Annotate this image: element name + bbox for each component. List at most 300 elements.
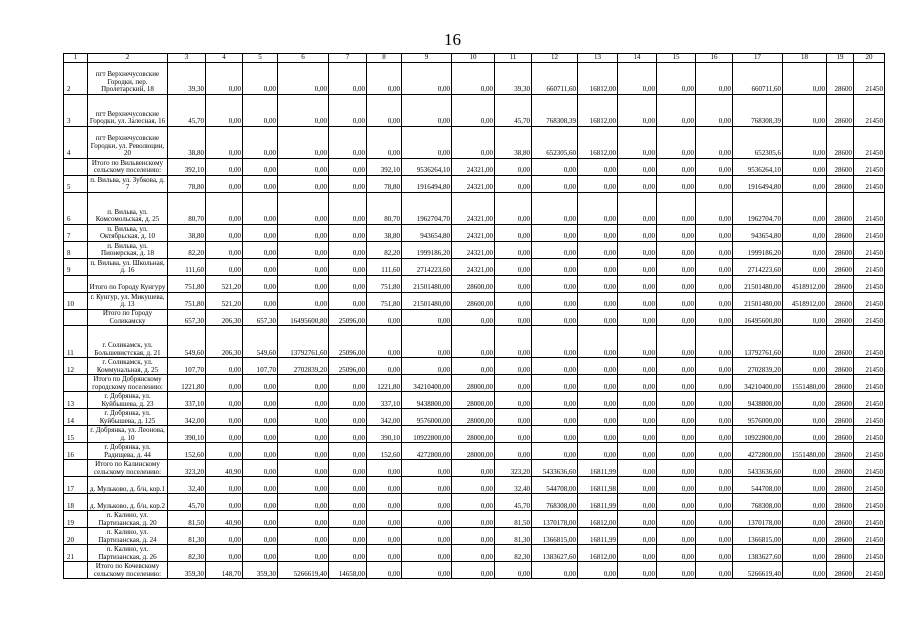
value-cell: 0,00 [618,193,657,225]
value-cell: 943654,80 [733,225,783,242]
value-cell: 25096,00 [329,358,367,375]
value-cell: 0,00 [278,392,329,409]
address-cell: г. Кунгур, ул. Микушева, д. 13 [88,293,168,310]
value-cell: 39,30 [168,63,206,95]
value-cell: 0,00 [402,358,452,375]
value-cell: 0,00 [495,276,532,293]
value-cell: 0,00 [206,392,243,409]
value-cell: 0,00 [402,95,452,127]
address-cell: п. Калино, ул. Партизанская, д. 24 [88,528,168,545]
value-cell: 38,80 [168,127,206,159]
value-cell: 657,30 [168,310,206,326]
value-cell: 45,70 [495,95,532,127]
value-cell: 0,00 [696,562,733,579]
table-body [64,54,885,579]
value-cell: 28600 [827,193,854,225]
value-cell: 28600 [827,176,854,193]
row-number-cell: 3 [64,95,88,127]
value-cell: 0,00 [696,326,733,358]
value-cell: 80,70 [168,193,206,225]
value-cell: 82,30 [495,545,532,562]
value-cell: 0,00 [278,176,329,193]
value-cell: 768308,39 [532,95,578,127]
value-cell: 0,00 [696,293,733,310]
value-cell: 0,00 [495,375,532,392]
value-cell: 1370178,00 [733,511,783,528]
value-cell: 0,00 [618,326,657,358]
value-cell: 0,00 [452,326,495,358]
value-cell: 28600 [827,392,854,409]
value-cell: 0,00 [278,426,329,443]
value-cell: 0,00 [696,127,733,159]
value-cell: 0,00 [578,326,618,358]
value-cell: 0,00 [243,375,278,392]
value-cell: 0,00 [367,545,402,562]
value-cell: 0,00 [402,562,452,579]
value-cell: 25096,00 [329,326,367,358]
value-cell: 148,70 [206,562,243,579]
value-cell: 78,80 [168,176,206,193]
value-cell: 0,00 [696,193,733,225]
value-cell: 0,00 [243,193,278,225]
value-cell: 660711,60 [733,63,783,95]
address-cell: Итого по Городу Кунгуру [88,276,168,293]
value-cell: 0,00 [696,460,733,477]
value-cell: 16811,99 [578,460,618,477]
value-cell: 4272800,00 [733,443,783,460]
value-cell: 28600 [827,159,854,176]
column-number-cell: 3 [168,54,206,63]
table-row [64,326,885,358]
value-cell: 1999186,20 [402,242,452,259]
value-cell: 0,00 [657,293,696,310]
address-cell: г. Добрянка, ул. Радищева, д. 44 [88,443,168,460]
value-cell: 81,30 [495,528,532,545]
value-cell: 28600 [827,259,854,276]
value-cell: 5266619,40 [733,562,783,579]
table-row [64,159,885,176]
table-row [64,259,885,276]
table-row [64,409,885,426]
row-number-cell: 21 [64,545,88,562]
value-cell: 0,00 [278,375,329,392]
value-cell: 0,00 [696,494,733,511]
value-cell: 0,00 [495,409,532,426]
value-cell: 0,00 [329,443,367,460]
address-cell: г. Добрянка, ул. Куйбышева, д. 23 [88,392,168,409]
value-cell: 0,00 [657,225,696,242]
value-cell: 0,00 [783,242,827,259]
value-cell: 0,00 [367,494,402,511]
value-cell: 28600 [827,225,854,242]
value-cell: 13792761,60 [733,326,783,358]
row-number-cell [64,562,88,579]
value-cell: 0,00 [206,426,243,443]
value-cell: 359,30 [243,562,278,579]
value-cell: 1383627,60 [532,545,578,562]
row-number-cell: 7 [64,225,88,242]
value-cell: 0,00 [657,176,696,193]
value-cell: 38,80 [168,225,206,242]
address-cell: п. Калино, ул. Партизанская, д. 20 [88,511,168,528]
value-cell: 0,00 [206,176,243,193]
value-cell: 0,00 [532,443,578,460]
column-number-cell: 13 [578,54,618,63]
value-cell: 0,00 [206,477,243,494]
value-cell: 0,00 [618,409,657,426]
value-cell: 1916494,80 [733,176,783,193]
row-number-cell: 13 [64,392,88,409]
value-cell: 0,00 [402,477,452,494]
column-number-cell: 1 [64,54,88,63]
value-cell: 0,00 [452,545,495,562]
value-cell: 0,00 [206,63,243,95]
column-number-cell: 2 [88,54,168,63]
value-cell: 0,00 [532,225,578,242]
value-cell: 21450 [854,358,885,375]
column-number-cell: 4 [206,54,243,63]
value-cell: 0,00 [495,293,532,310]
value-cell: 81,50 [495,511,532,528]
value-cell: 9576000,00 [733,409,783,426]
value-cell: 0,00 [578,293,618,310]
value-cell: 1221,80 [367,375,402,392]
value-cell: 0,00 [783,460,827,477]
value-cell: 28000,00 [452,443,495,460]
table-row [64,358,885,375]
row-number-cell: 15 [64,426,88,443]
row-number-cell: 14 [64,409,88,426]
value-cell: 0,00 [278,63,329,95]
value-cell: 28600 [827,375,854,392]
value-cell: 0,00 [278,460,329,477]
value-cell: 0,00 [402,310,452,326]
value-cell: 0,00 [452,127,495,159]
value-cell: 21450 [854,477,885,494]
value-cell: 32,40 [168,477,206,494]
value-cell: 549,60 [168,326,206,358]
value-cell: 323,20 [168,460,206,477]
value-cell: 0,00 [657,528,696,545]
value-cell: 0,00 [657,326,696,358]
value-cell: 0,00 [783,95,827,127]
value-cell: 1962704,70 [402,193,452,225]
value-cell: 0,00 [618,95,657,127]
value-cell: 10922800,00 [733,426,783,443]
value-cell: 0,00 [329,375,367,392]
value-cell: 28600 [827,409,854,426]
value-cell: 21501480,00 [733,293,783,310]
column-number-row [64,54,885,63]
value-cell: 21450 [854,242,885,259]
table-row [64,528,885,545]
row-number-cell: 19 [64,511,88,528]
address-cell: п. Вильва, ул. Пионерская, д. 18 [88,242,168,259]
value-cell: 0,00 [783,127,827,159]
value-cell: 16812,00 [578,95,618,127]
table-row [64,276,885,293]
value-cell: 28600 [827,63,854,95]
value-cell: 0,00 [402,528,452,545]
value-cell: 0,00 [243,545,278,562]
value-cell: 0,00 [657,477,696,494]
value-cell: 21450 [854,562,885,579]
value-cell: 45,70 [168,95,206,127]
value-cell: 0,00 [329,494,367,511]
value-cell: 21450 [854,511,885,528]
value-cell: 0,00 [657,276,696,293]
value-cell: 0,00 [783,193,827,225]
value-cell: 24321,00 [452,159,495,176]
column-number-cell: 11 [495,54,532,63]
value-cell: 28600 [827,326,854,358]
value-cell: 16811,99 [578,528,618,545]
value-cell: 0,00 [578,392,618,409]
value-cell: 0,00 [495,562,532,579]
value-cell: 0,00 [696,375,733,392]
value-cell: 751,80 [168,293,206,310]
table-row [64,562,885,579]
column-number-cell: 14 [618,54,657,63]
value-cell: 390,10 [367,426,402,443]
value-cell: 0,00 [578,310,618,326]
value-cell: 751,80 [367,276,402,293]
value-cell: 0,00 [783,259,827,276]
value-cell: 78,80 [367,176,402,193]
value-cell: 0,00 [206,358,243,375]
row-number-cell: 5 [64,176,88,193]
value-cell: 0,00 [329,392,367,409]
row-number-cell [64,375,88,392]
value-cell: 16812,00 [578,63,618,95]
value-cell: 0,00 [402,494,452,511]
value-cell: 0,00 [278,193,329,225]
address-cell: Итого по Вильвенскому сельскому поселению: [88,159,168,176]
value-cell: 40,90 [206,511,243,528]
value-cell: 0,00 [532,259,578,276]
value-cell: 34210400,00 [733,375,783,392]
value-cell: 28000,00 [452,426,495,443]
value-cell: 107,70 [168,358,206,375]
value-cell: 21450 [854,528,885,545]
value-cell: 28600 [827,528,854,545]
value-cell: 21450 [854,443,885,460]
address-cell: г. Соликамск, ул. Коммунальная, д. 25 [88,358,168,375]
column-number-cell: 7 [329,54,367,63]
value-cell: 2702839,20 [278,358,329,375]
value-cell: 392,10 [367,159,402,176]
value-cell: 337,10 [367,392,402,409]
value-cell: 0,00 [495,159,532,176]
value-cell: 152,60 [168,443,206,460]
value-cell: 0,00 [206,259,243,276]
value-cell: 0,00 [278,95,329,127]
table-row [64,193,885,225]
value-cell: 943654,80 [402,225,452,242]
table-row [64,511,885,528]
value-cell: 0,00 [278,293,329,310]
value-cell: 0,00 [206,127,243,159]
value-cell: 0,00 [278,494,329,511]
value-cell: 0,00 [367,477,402,494]
value-cell: 1962704,70 [733,193,783,225]
value-cell: 0,00 [783,426,827,443]
value-cell: 28600 [827,511,854,528]
value-cell: 0,00 [657,127,696,159]
column-number-cell: 12 [532,54,578,63]
value-cell: 0,00 [278,511,329,528]
value-cell: 0,00 [783,358,827,375]
value-cell: 0,00 [696,242,733,259]
value-cell: 0,00 [696,176,733,193]
table-row [64,477,885,494]
value-cell: 0,00 [329,511,367,528]
value-cell: 1383627,60 [733,545,783,562]
value-cell: 32,40 [495,477,532,494]
value-cell: 21501480,00 [402,276,452,293]
value-cell: 0,00 [329,259,367,276]
address-cell: Итого по Городу Соликамску [88,310,168,326]
value-cell: 0,00 [495,242,532,259]
value-cell: 16812,00 [578,511,618,528]
value-cell: 0,00 [532,193,578,225]
value-cell: 24321,00 [452,176,495,193]
value-cell: 21450 [854,310,885,326]
value-cell: 16495600,80 [278,310,329,326]
value-cell: 28600 [827,276,854,293]
row-number-cell: 4 [64,127,88,159]
value-cell: 0,00 [278,443,329,460]
value-cell: 521,20 [206,276,243,293]
value-cell: 0,00 [783,562,827,579]
value-cell: 21450 [854,426,885,443]
value-cell: 152,60 [367,443,402,460]
value-cell: 1916494,80 [402,176,452,193]
address-cell: г. Добрянка, ул. Леонова, д. 10 [88,426,168,443]
value-cell: 0,00 [696,225,733,242]
value-cell: 9438800,00 [402,392,452,409]
value-cell: 0,00 [243,242,278,259]
value-cell: 0,00 [367,95,402,127]
value-cell: 0,00 [495,225,532,242]
value-cell: 0,00 [783,225,827,242]
value-cell: 21450 [854,326,885,358]
value-cell: 0,00 [618,358,657,375]
value-cell: 0,00 [329,477,367,494]
value-cell: 0,00 [402,460,452,477]
value-cell: 0,00 [329,159,367,176]
value-cell: 0,00 [578,242,618,259]
value-cell: 0,00 [696,528,733,545]
value-cell: 0,00 [618,460,657,477]
value-cell: 0,00 [657,95,696,127]
address-cell: п. Вильва, ул. Зубкова, д. 7 [88,176,168,193]
value-cell: 0,00 [452,460,495,477]
value-cell: 0,00 [329,460,367,477]
value-cell: 0,00 [278,477,329,494]
value-cell: 0,00 [206,95,243,127]
value-cell: 81,50 [168,511,206,528]
value-cell: 768308,00 [532,494,578,511]
value-cell: 0,00 [532,242,578,259]
value-cell: 5433636,60 [532,460,578,477]
column-number-cell: 19 [827,54,854,63]
address-cell: пгт Верхнечусовские Городки, ул. Революции, 20 [88,127,168,159]
value-cell: 39,30 [495,63,532,95]
value-cell: 28000,00 [452,409,495,426]
address-cell: г. Добрянка, ул. Куйбышева, д. 125 [88,409,168,426]
value-cell: 0,00 [532,293,578,310]
value-cell: 768308,39 [733,95,783,127]
value-cell: 0,00 [783,545,827,562]
row-number-cell: 16 [64,443,88,460]
value-cell: 0,00 [495,326,532,358]
value-cell: 28600 [827,477,854,494]
value-cell: 82,20 [168,242,206,259]
value-cell: 0,00 [578,193,618,225]
value-cell: 38,80 [367,225,402,242]
value-cell: 16811,99 [578,494,618,511]
value-cell: 0,00 [243,127,278,159]
value-cell: 544708,00 [532,477,578,494]
value-cell: 1551480,00 [783,375,827,392]
value-cell: 0,00 [495,426,532,443]
value-cell: 0,00 [657,545,696,562]
value-cell: 0,00 [618,528,657,545]
value-cell: 2714223,60 [402,259,452,276]
value-cell: 0,00 [578,562,618,579]
value-cell: 0,00 [452,477,495,494]
value-cell: 751,80 [168,276,206,293]
value-cell: 0,00 [618,477,657,494]
value-cell: 0,00 [278,528,329,545]
value-cell: 657,30 [243,310,278,326]
row-number-cell: 2 [64,63,88,95]
table-row [64,242,885,259]
value-cell: 21450 [854,545,885,562]
value-cell: 2714223,60 [733,259,783,276]
value-cell: 0,00 [696,276,733,293]
value-cell: 21501480,00 [733,276,783,293]
value-cell: 0,00 [657,494,696,511]
value-cell: 0,00 [657,426,696,443]
value-cell: 0,00 [206,545,243,562]
value-cell: 0,00 [495,259,532,276]
value-cell: 28600 [827,562,854,579]
value-cell: 0,00 [578,259,618,276]
value-cell: 0,00 [532,276,578,293]
value-cell: 0,00 [329,225,367,242]
value-cell: 0,00 [618,176,657,193]
value-cell: 28600 [827,242,854,259]
value-cell: 0,00 [783,494,827,511]
value-cell: 0,00 [618,159,657,176]
value-cell: 0,00 [578,409,618,426]
column-number-cell: 8 [367,54,402,63]
value-cell: 0,00 [578,426,618,443]
value-cell: 0,00 [578,276,618,293]
row-number-cell: 10 [64,293,88,310]
value-cell: 0,00 [243,426,278,443]
value-cell: 0,00 [783,310,827,326]
value-cell: 13792761,60 [278,326,329,358]
value-cell: 0,00 [452,511,495,528]
row-number-cell: 17 [64,477,88,494]
value-cell: 0,00 [206,409,243,426]
value-cell: 21450 [854,460,885,477]
value-cell: 21450 [854,127,885,159]
row-number-cell [64,276,88,293]
